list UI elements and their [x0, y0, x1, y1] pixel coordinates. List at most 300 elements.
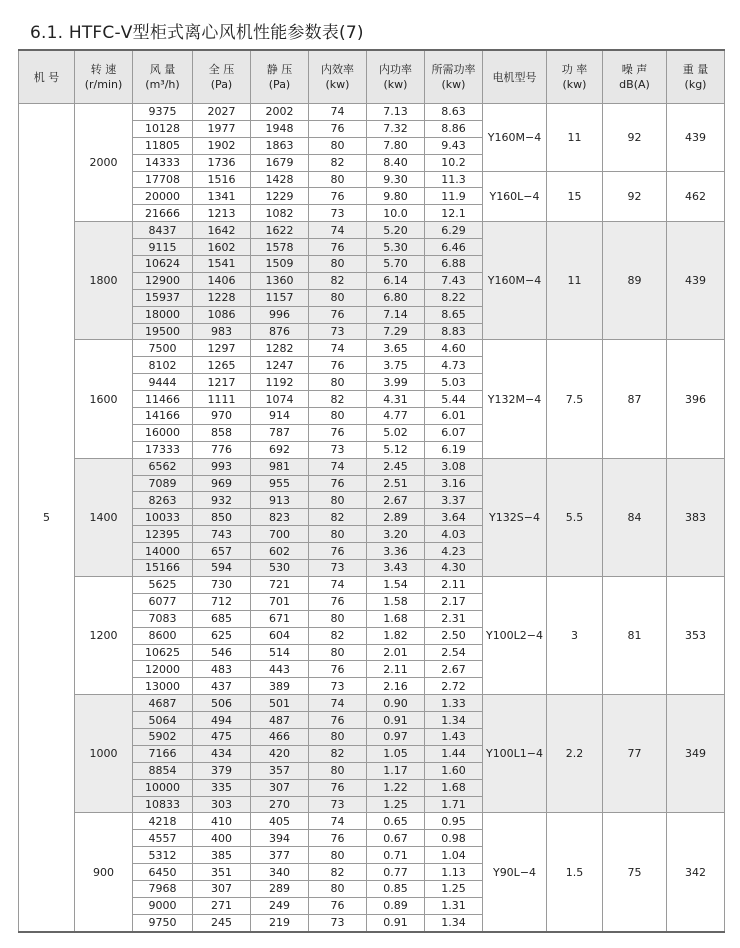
airflow-cell: 11805: [133, 137, 193, 154]
motor-power-cell: 15: [547, 171, 603, 222]
noise-cell: 75: [603, 813, 667, 932]
speed-cell: 1600: [75, 340, 133, 458]
efficiency-cell: 73: [309, 560, 367, 577]
performance-table: [18, 49, 725, 933]
static-pressure-cell: 1622: [251, 222, 309, 239]
table-row: [19, 813, 725, 830]
speed-cell: 1800: [75, 222, 133, 340]
total-pressure-cell: 2027: [193, 104, 251, 121]
total-pressure-cell: 483: [193, 661, 251, 678]
efficiency-cell: 76: [309, 830, 367, 847]
internal-power-cell: 5.70: [367, 256, 425, 273]
internal-power-cell: 5.30: [367, 239, 425, 256]
airflow-cell: 9375: [133, 104, 193, 121]
airflow-cell: 10000: [133, 779, 193, 796]
required-power-cell: 6.19: [425, 441, 483, 458]
table-row: [19, 340, 725, 357]
total-pressure-cell: 335: [193, 779, 251, 796]
header-total-pressure: 全 压 (Pa): [193, 50, 251, 104]
airflow-cell: 10624: [133, 256, 193, 273]
internal-power-cell: 1.82: [367, 627, 425, 644]
static-pressure-cell: 357: [251, 762, 309, 779]
internal-power-cell: 7.14: [367, 306, 425, 323]
internal-power-cell: 3.75: [367, 357, 425, 374]
static-pressure-cell: 514: [251, 644, 309, 661]
header-internal-efficiency: 内效率 (kw): [309, 50, 367, 104]
internal-power-cell: 1.68: [367, 610, 425, 627]
efficiency-cell: 76: [309, 779, 367, 796]
required-power-cell: 2.50: [425, 627, 483, 644]
efficiency-cell: 76: [309, 543, 367, 560]
speed-cell: 2000: [75, 104, 133, 222]
required-power-cell: 2.72: [425, 678, 483, 695]
efficiency-cell: 82: [309, 272, 367, 289]
required-power-cell: 8.65: [425, 306, 483, 323]
internal-power-cell: 2.01: [367, 644, 425, 661]
total-pressure-cell: 1111: [193, 391, 251, 408]
internal-power-cell: 0.71: [367, 847, 425, 864]
internal-power-cell: 1.05: [367, 745, 425, 762]
static-pressure-cell: 1157: [251, 289, 309, 306]
required-power-cell: 1.43: [425, 728, 483, 745]
noise-cell: 77: [603, 695, 667, 813]
motor-power-cell: 5.5: [547, 458, 603, 576]
required-power-cell: 10.2: [425, 154, 483, 171]
total-pressure-cell: 1541: [193, 256, 251, 273]
efficiency-cell: 74: [309, 695, 367, 712]
airflow-cell: 7083: [133, 610, 193, 627]
required-power-cell: 3.08: [425, 458, 483, 475]
required-power-cell: 11.3: [425, 171, 483, 188]
static-pressure-cell: 219: [251, 914, 309, 931]
efficiency-cell: 76: [309, 424, 367, 441]
total-pressure-cell: 1228: [193, 289, 251, 306]
internal-power-cell: 0.91: [367, 712, 425, 729]
total-pressure-cell: 983: [193, 323, 251, 340]
machine-no-cell: 5: [19, 104, 75, 932]
airflow-cell: 10128: [133, 120, 193, 137]
header-airflow: 风 量 (m³/h): [133, 50, 193, 104]
total-pressure-cell: 271: [193, 897, 251, 914]
efficiency-cell: 74: [309, 222, 367, 239]
total-pressure-cell: 307: [193, 880, 251, 897]
airflow-cell: 10033: [133, 509, 193, 526]
header-speed: 转 速 (r/min): [75, 50, 133, 104]
airflow-cell: 11466: [133, 391, 193, 408]
total-pressure-cell: 494: [193, 712, 251, 729]
static-pressure-cell: 823: [251, 509, 309, 526]
static-pressure-cell: 1247: [251, 357, 309, 374]
internal-power-cell: 5.20: [367, 222, 425, 239]
page-title: 6.1. HTFC-Ⅴ型柜式离心风机性能参数表(7): [30, 23, 364, 43]
static-pressure-cell: 377: [251, 847, 309, 864]
required-power-cell: 8.63: [425, 104, 483, 121]
required-power-cell: 1.34: [425, 712, 483, 729]
required-power-cell: 3.64: [425, 509, 483, 526]
required-power-cell: 8.86: [425, 120, 483, 137]
static-pressure-cell: 1074: [251, 391, 309, 408]
required-power-cell: 9.43: [425, 137, 483, 154]
airflow-cell: 7166: [133, 745, 193, 762]
required-power-cell: 1.33: [425, 695, 483, 712]
required-power-cell: 6.29: [425, 222, 483, 239]
header-internal-power: 内功率 (kw): [367, 50, 425, 104]
weight-cell: 342: [667, 813, 725, 932]
motor-model-cell: Y160M−4: [483, 104, 547, 172]
efficiency-cell: 76: [309, 239, 367, 256]
internal-power-cell: 0.77: [367, 864, 425, 881]
required-power-cell: 2.54: [425, 644, 483, 661]
airflow-cell: 15937: [133, 289, 193, 306]
required-power-cell: 5.03: [425, 374, 483, 391]
static-pressure-cell: 721: [251, 576, 309, 593]
required-power-cell: 8.83: [425, 323, 483, 340]
internal-power-cell: 2.16: [367, 678, 425, 695]
static-pressure-cell: 996: [251, 306, 309, 323]
header-static-pressure: 静 压 (Pa): [251, 50, 309, 104]
weight-cell: 349: [667, 695, 725, 813]
internal-power-cell: 0.97: [367, 728, 425, 745]
total-pressure-cell: 743: [193, 526, 251, 543]
internal-power-cell: 5.02: [367, 424, 425, 441]
header-noise: 噪 声 dB(A): [603, 50, 667, 104]
total-pressure-cell: 379: [193, 762, 251, 779]
weight-cell: 396: [667, 340, 725, 458]
required-power-cell: 4.60: [425, 340, 483, 357]
noise-cell: 84: [603, 458, 667, 576]
airflow-cell: 10833: [133, 796, 193, 813]
required-power-cell: 0.98: [425, 830, 483, 847]
efficiency-cell: 80: [309, 526, 367, 543]
efficiency-cell: 80: [309, 492, 367, 509]
airflow-cell: 5312: [133, 847, 193, 864]
internal-power-cell: 6.14: [367, 272, 425, 289]
total-pressure-cell: 1217: [193, 374, 251, 391]
static-pressure-cell: 1082: [251, 205, 309, 222]
total-pressure-cell: 1516: [193, 171, 251, 188]
static-pressure-cell: 604: [251, 627, 309, 644]
static-pressure-cell: 876: [251, 323, 309, 340]
weight-cell: 462: [667, 171, 725, 222]
efficiency-cell: 74: [309, 104, 367, 121]
weight-cell: 439: [667, 104, 725, 172]
internal-power-cell: 2.89: [367, 509, 425, 526]
internal-power-cell: 3.65: [367, 340, 425, 357]
total-pressure-cell: 1902: [193, 137, 251, 154]
total-pressure-cell: 400: [193, 830, 251, 847]
total-pressure-cell: 932: [193, 492, 251, 509]
efficiency-cell: 76: [309, 661, 367, 678]
efficiency-cell: 80: [309, 408, 367, 425]
motor-model-cell: Y132S−4: [483, 458, 547, 576]
total-pressure-cell: 1086: [193, 306, 251, 323]
static-pressure-cell: 530: [251, 560, 309, 577]
motor-model-cell: Y160L−4: [483, 171, 547, 222]
efficiency-cell: 80: [309, 256, 367, 273]
static-pressure-cell: 389: [251, 678, 309, 695]
static-pressure-cell: 1282: [251, 340, 309, 357]
efficiency-cell: 80: [309, 762, 367, 779]
total-pressure-cell: 303: [193, 796, 251, 813]
airflow-cell: 5064: [133, 712, 193, 729]
static-pressure-cell: 1578: [251, 239, 309, 256]
header-motor-model: 电机型号: [483, 50, 547, 104]
speed-cell: 1000: [75, 695, 133, 813]
total-pressure-cell: 546: [193, 644, 251, 661]
efficiency-cell: 82: [309, 627, 367, 644]
motor-power-cell: 7.5: [547, 340, 603, 458]
static-pressure-cell: 420: [251, 745, 309, 762]
required-power-cell: 2.11: [425, 576, 483, 593]
airflow-cell: 14333: [133, 154, 193, 171]
required-power-cell: 1.13: [425, 864, 483, 881]
efficiency-cell: 82: [309, 745, 367, 762]
header-row: [19, 50, 725, 104]
required-power-cell: 8.22: [425, 289, 483, 306]
static-pressure-cell: 487: [251, 712, 309, 729]
total-pressure-cell: 969: [193, 475, 251, 492]
total-pressure-cell: 351: [193, 864, 251, 881]
static-pressure-cell: 1948: [251, 120, 309, 137]
header-weight: 重 量 (kg): [667, 50, 725, 104]
efficiency-cell: 82: [309, 509, 367, 526]
efficiency-cell: 80: [309, 610, 367, 627]
airflow-cell: 7500: [133, 340, 193, 357]
total-pressure-cell: 410: [193, 813, 251, 830]
internal-power-cell: 1.58: [367, 593, 425, 610]
total-pressure-cell: 858: [193, 424, 251, 441]
required-power-cell: 4.23: [425, 543, 483, 560]
table-row: [19, 576, 725, 593]
efficiency-cell: 76: [309, 897, 367, 914]
header-required-power: 所需功率 (kw): [425, 50, 483, 104]
efficiency-cell: 73: [309, 323, 367, 340]
internal-power-cell: 2.45: [367, 458, 425, 475]
efficiency-cell: 76: [309, 475, 367, 492]
airflow-cell: 6077: [133, 593, 193, 610]
efficiency-cell: 76: [309, 306, 367, 323]
static-pressure-cell: 1428: [251, 171, 309, 188]
static-pressure-cell: 1679: [251, 154, 309, 171]
airflow-cell: 9444: [133, 374, 193, 391]
total-pressure-cell: 1406: [193, 272, 251, 289]
total-pressure-cell: 1213: [193, 205, 251, 222]
required-power-cell: 1.44: [425, 745, 483, 762]
internal-power-cell: 3.99: [367, 374, 425, 391]
required-power-cell: 0.95: [425, 813, 483, 830]
required-power-cell: 1.71: [425, 796, 483, 813]
internal-power-cell: 4.77: [367, 408, 425, 425]
internal-power-cell: 7.80: [367, 137, 425, 154]
efficiency-cell: 73: [309, 678, 367, 695]
table-body: [19, 104, 725, 932]
weight-cell: 383: [667, 458, 725, 576]
required-power-cell: 6.07: [425, 424, 483, 441]
total-pressure-cell: 1736: [193, 154, 251, 171]
total-pressure-cell: 685: [193, 610, 251, 627]
internal-power-cell: 5.12: [367, 441, 425, 458]
airflow-cell: 4557: [133, 830, 193, 847]
table-row: [19, 458, 725, 475]
efficiency-cell: 80: [309, 137, 367, 154]
required-power-cell: 4.73: [425, 357, 483, 374]
performance-table-wrapper: [18, 49, 724, 933]
static-pressure-cell: 289: [251, 880, 309, 897]
internal-power-cell: 3.20: [367, 526, 425, 543]
efficiency-cell: 82: [309, 154, 367, 171]
airflow-cell: 4218: [133, 813, 193, 830]
total-pressure-cell: 1642: [193, 222, 251, 239]
airflow-cell: 9115: [133, 239, 193, 256]
motor-power-cell: 1.5: [547, 813, 603, 932]
airflow-cell: 8437: [133, 222, 193, 239]
airflow-cell: 9000: [133, 897, 193, 914]
total-pressure-cell: 993: [193, 458, 251, 475]
airflow-cell: 18000: [133, 306, 193, 323]
table-row: [19, 222, 725, 239]
weight-cell: 439: [667, 222, 725, 340]
airflow-cell: 20000: [133, 188, 193, 205]
table-row: [19, 104, 725, 121]
airflow-cell: 15166: [133, 560, 193, 577]
total-pressure-cell: 245: [193, 914, 251, 931]
table-row: [19, 695, 725, 712]
airflow-cell: 21666: [133, 205, 193, 222]
noise-cell: 89: [603, 222, 667, 340]
total-pressure-cell: 594: [193, 560, 251, 577]
motor-model-cell: Y132M−4: [483, 340, 547, 458]
motor-power-cell: 11: [547, 222, 603, 340]
efficiency-cell: 73: [309, 914, 367, 931]
motor-power-cell: 2.2: [547, 695, 603, 813]
total-pressure-cell: 730: [193, 576, 251, 593]
efficiency-cell: 76: [309, 188, 367, 205]
required-power-cell: 2.31: [425, 610, 483, 627]
required-power-cell: 1.60: [425, 762, 483, 779]
static-pressure-cell: 914: [251, 408, 309, 425]
total-pressure-cell: 712: [193, 593, 251, 610]
internal-power-cell: 4.31: [367, 391, 425, 408]
internal-power-cell: 1.17: [367, 762, 425, 779]
efficiency-cell: 74: [309, 458, 367, 475]
total-pressure-cell: 437: [193, 678, 251, 695]
efficiency-cell: 73: [309, 205, 367, 222]
static-pressure-cell: 501: [251, 695, 309, 712]
required-power-cell: 6.46: [425, 239, 483, 256]
total-pressure-cell: 385: [193, 847, 251, 864]
efficiency-cell: 80: [309, 171, 367, 188]
airflow-cell: 7089: [133, 475, 193, 492]
efficiency-cell: 82: [309, 864, 367, 881]
internal-power-cell: 7.32: [367, 120, 425, 137]
efficiency-cell: 80: [309, 289, 367, 306]
static-pressure-cell: 307: [251, 779, 309, 796]
static-pressure-cell: 270: [251, 796, 309, 813]
efficiency-cell: 80: [309, 847, 367, 864]
total-pressure-cell: 1297: [193, 340, 251, 357]
internal-power-cell: 1.54: [367, 576, 425, 593]
airflow-cell: 12000: [133, 661, 193, 678]
internal-power-cell: 0.90: [367, 695, 425, 712]
airflow-cell: 4687: [133, 695, 193, 712]
weight-cell: 353: [667, 576, 725, 694]
airflow-cell: 19500: [133, 323, 193, 340]
required-power-cell: 1.04: [425, 847, 483, 864]
airflow-cell: 8263: [133, 492, 193, 509]
static-pressure-cell: 1509: [251, 256, 309, 273]
efficiency-cell: 74: [309, 813, 367, 830]
static-pressure-cell: 1192: [251, 374, 309, 391]
required-power-cell: 1.68: [425, 779, 483, 796]
efficiency-cell: 74: [309, 576, 367, 593]
efficiency-cell: 80: [309, 728, 367, 745]
required-power-cell: 3.16: [425, 475, 483, 492]
total-pressure-cell: 625: [193, 627, 251, 644]
airflow-cell: 17333: [133, 441, 193, 458]
airflow-cell: 8102: [133, 357, 193, 374]
required-power-cell: 1.25: [425, 880, 483, 897]
total-pressure-cell: 1341: [193, 188, 251, 205]
static-pressure-cell: 692: [251, 441, 309, 458]
required-power-cell: 2.17: [425, 593, 483, 610]
total-pressure-cell: 434: [193, 745, 251, 762]
total-pressure-cell: 475: [193, 728, 251, 745]
static-pressure-cell: 405: [251, 813, 309, 830]
total-pressure-cell: 1977: [193, 120, 251, 137]
internal-power-cell: 7.29: [367, 323, 425, 340]
airflow-cell: 9750: [133, 914, 193, 931]
internal-power-cell: 1.25: [367, 796, 425, 813]
static-pressure-cell: 671: [251, 610, 309, 627]
static-pressure-cell: 1863: [251, 137, 309, 154]
required-power-cell: 1.34: [425, 914, 483, 931]
efficiency-cell: 80: [309, 644, 367, 661]
internal-power-cell: 9.30: [367, 171, 425, 188]
speed-cell: 900: [75, 813, 133, 932]
static-pressure-cell: 981: [251, 458, 309, 475]
motor-model-cell: Y90L−4: [483, 813, 547, 932]
internal-power-cell: 0.85: [367, 880, 425, 897]
noise-cell: 87: [603, 340, 667, 458]
efficiency-cell: 76: [309, 712, 367, 729]
internal-power-cell: 7.13: [367, 104, 425, 121]
efficiency-cell: 76: [309, 357, 367, 374]
airflow-cell: 5902: [133, 728, 193, 745]
required-power-cell: 5.44: [425, 391, 483, 408]
airflow-cell: 12900: [133, 272, 193, 289]
static-pressure-cell: 913: [251, 492, 309, 509]
internal-power-cell: 8.40: [367, 154, 425, 171]
airflow-cell: 12395: [133, 526, 193, 543]
motor-power-cell: 11: [547, 104, 603, 172]
internal-power-cell: 10.0: [367, 205, 425, 222]
airflow-cell: 14166: [133, 408, 193, 425]
total-pressure-cell: 1602: [193, 239, 251, 256]
internal-power-cell: 0.91: [367, 914, 425, 931]
efficiency-cell: 73: [309, 796, 367, 813]
static-pressure-cell: 443: [251, 661, 309, 678]
airflow-cell: 8600: [133, 627, 193, 644]
internal-power-cell: 2.67: [367, 492, 425, 509]
internal-power-cell: 9.80: [367, 188, 425, 205]
efficiency-cell: 80: [309, 374, 367, 391]
motor-model-cell: Y100L1−4: [483, 695, 547, 813]
static-pressure-cell: 700: [251, 526, 309, 543]
airflow-cell: 17708: [133, 171, 193, 188]
internal-power-cell: 2.51: [367, 475, 425, 492]
airflow-cell: 10625: [133, 644, 193, 661]
internal-power-cell: 1.22: [367, 779, 425, 796]
